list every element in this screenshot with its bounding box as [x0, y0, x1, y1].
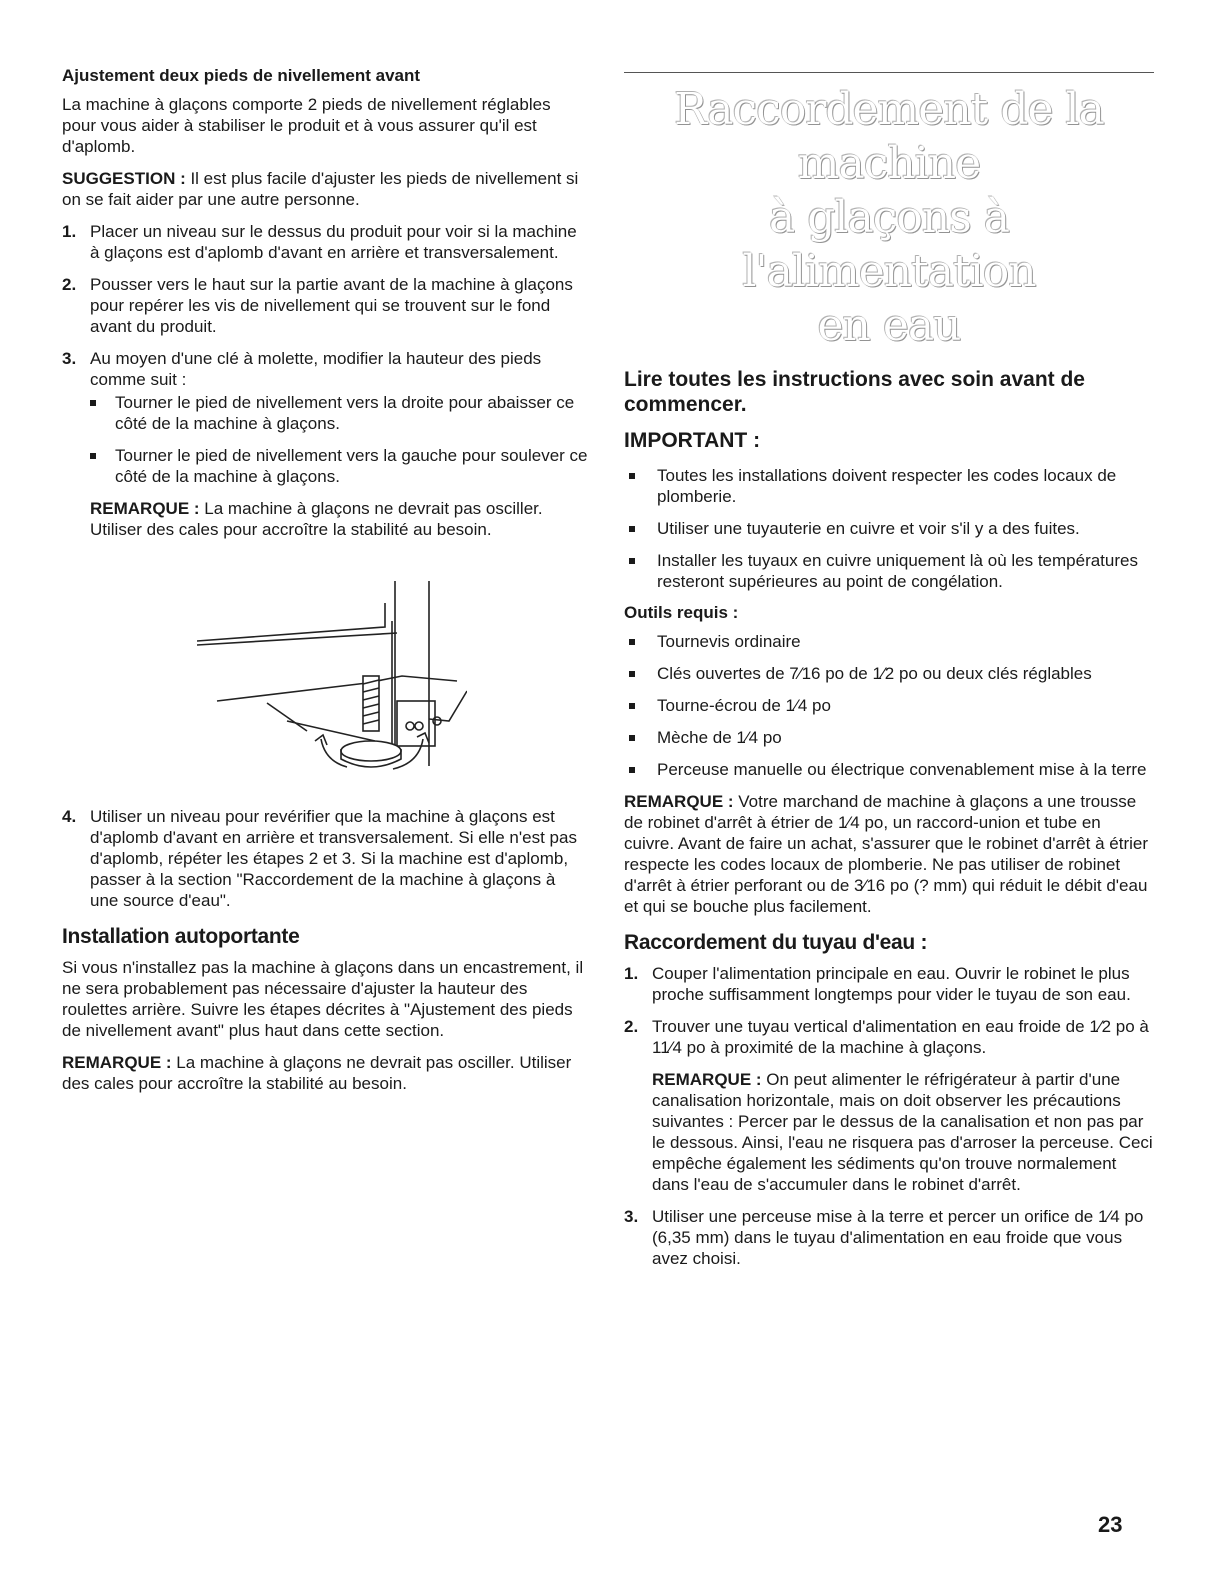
remark-label: REMARQUE :: [624, 792, 734, 811]
bullet-item: Toutes les installations doivent respecter les codes locaux de plomberie.: [624, 465, 1154, 507]
tool-item: Tournevis ordinaire: [624, 631, 1154, 652]
read-all-heading: Lire toutes les instructions avec soin avant de commencer.: [624, 368, 1085, 416]
remark1-paragraph: [90, 498, 588, 540]
step-text: Utiliser un niveau pour revérifier que la machine à glaçons est d'aplomb d'avant en arrière et transversalement. Si elle n'est pas d'aplomb, répéter les étapes 2 et 3. Si la machine est d'aplomb, passer à la section "Raccordement de la machine à glaçons à une source d'eau".: [90, 807, 577, 910]
remark-label: REMARQUE :: [652, 1070, 762, 1089]
bullet-square-icon: [90, 400, 96, 406]
remark-label: REMARQUE :: [90, 499, 200, 518]
bullet-item: Tourner le pied de nivellement vers la droite pour abaisser ce côté de la machine à glaçons.: [90, 392, 588, 434]
leveling-steps: [62, 221, 588, 540]
remark-label: REMARQUE :: [62, 1053, 172, 1072]
bullet-square-icon: [90, 453, 96, 459]
leveling-step-4: [62, 806, 588, 911]
step-3: [62, 348, 588, 540]
step-number: 2.: [624, 1017, 639, 1036]
step-text: Au moyen d'une clé à molette, modifier la hauteur des pieds comme suit :: [90, 349, 542, 389]
bullet-square-icon: [629, 558, 635, 564]
tool-item: Tourne-écrou de 1⁄4 po: [624, 695, 1154, 716]
leveling-leg-illustration: [197, 581, 467, 771]
important-heading: IMPORTANT :: [624, 429, 761, 452]
step-number: 4.: [62, 807, 77, 826]
tool-item: Clés ouvertes de 7⁄16 po de 1⁄2 po ou deux clés réglables: [624, 663, 1154, 684]
intro-paragraph: La machine à glaçons comporte 2 pieds de nivellement réglables pour vous aider à stabiliser le produit et à vous assurer qu'il est d'aplomb.: [62, 95, 551, 156]
remark-text: On peut alimenter le réfrigérateur à partir d'une canalisation horizontale, mais on doit observer les précautions suivantes : Percer par le dessus de la canalisation et non pas par le dessous. Ainsi, l'eau ne risquera pas d'arroser la perceuse. Ceci empêche également les sédiments qu'on trouve normalement dans l'eau de s'accumuler dans le robinet d'arrêt.: [652, 1070, 1153, 1194]
tools-heading: Outils requis :: [624, 603, 739, 622]
step-2: [62, 274, 588, 337]
water-remark-paragraph: [652, 1069, 1154, 1195]
page-number: 23: [1098, 1512, 1123, 1537]
remark2-paragraph: [62, 1052, 588, 1094]
step-text: Couper l'alimentation principale en eau. Ouvrir le robinet le plus proche suffisamment longtemps pour vider le tuyau de son eau.: [652, 964, 1131, 1004]
water-step-2: [624, 1016, 1154, 1195]
tool-item: Perceuse manuelle ou électrique convenablement mise à la terre: [624, 759, 1154, 780]
step-number: 3.: [62, 349, 77, 368]
section-rule: [624, 72, 1154, 73]
bullet-square-icon: [629, 639, 635, 645]
step-text: Placer un niveau sur le dessus du produit pour voir si la machine à glaçons est d'aplomb d'avant en arrière et transversalement.: [90, 222, 577, 262]
bullet-square-icon: [629, 735, 635, 741]
step-number: 3.: [624, 1207, 639, 1226]
bullet-square-icon: [629, 473, 635, 479]
step-text: Utiliser une perceuse mise à la terre et percer un orifice de 1⁄4 po (6,35 mm) dans le tuyau d'alimentation en eau froide que vous avez choisi.: [652, 1207, 1144, 1268]
remark-paragraph: [624, 791, 1154, 917]
remark-text: Votre marchand de machine à glaçons a une trousse de robinet d'arrêt à étrier de 1⁄4 po, un raccord-union et tube en cuivre. Avant de faire un achat, s'assurer que le robinet d'arrêt à étrier respecte les codes locaux de plomberie. Ne pas utiliser de robinet d'arrêt à étrier perforant ou de 3⁄16 po (? mm) qui réduit le débit d'eau et qui se bouche plus facilement.: [624, 792, 1149, 916]
step-text: Pousser vers le haut sur la partie avant de la machine à glaçons pour repérer les vis de nivellement qui se trouvent sur le fond avant du produit.: [90, 275, 573, 336]
suggestion-label: SUGGESTION :: [62, 169, 186, 188]
tools-list: [624, 631, 1154, 780]
step-4: [62, 806, 588, 911]
step-number: 1.: [62, 222, 77, 241]
section-title: Raccordement de la machine à glaçons à l'alimentation en eau: [674, 84, 1104, 351]
water-step-3: [624, 1206, 1154, 1269]
freestanding-heading: Installation autoportante: [62, 925, 300, 948]
bullet-item: Utiliser une tuyauterie en cuivre et voir s'il y a des fuites.: [624, 518, 1154, 539]
left-column: [62, 66, 588, 1105]
right-column: [624, 66, 1154, 1280]
water-connection-heading: Raccordement du tuyau d'eau :: [624, 931, 928, 954]
step-number: 1.: [624, 964, 639, 983]
bullet-square-icon: [629, 526, 635, 532]
remark-text: La machine à glaçons ne devrait pas osciller. Utiliser des cales pour accroître la stabilité au besoin.: [90, 499, 543, 539]
leveling-heading: Ajustement deux pieds de nivellement avant: [62, 66, 421, 85]
water-steps: [624, 963, 1154, 1269]
bullet-item: Tourner le pied de nivellement vers la gauche pour soulever ce côté de la machine à glaçons.: [90, 445, 588, 487]
suggestion-paragraph: [62, 168, 588, 210]
step-text: Trouver une tuyau vertical d'alimentation en eau froide de 1⁄2 po à 11⁄4 po à proximité de la machine à glaçons.: [652, 1017, 1149, 1057]
suggestion-text: Il est plus facile d'ajuster les pieds de nivellement si on se fait aider par une autre personne.: [62, 169, 579, 209]
bullet-square-icon: [629, 671, 635, 677]
water-step-1: [624, 963, 1154, 1005]
tool-item: Mèche de 1⁄4 po: [624, 727, 1154, 748]
freestanding-paragraph: Si vous n'installez pas la machine à glaçons dans un encastrement, il ne sera probablement pas nécessaire d'ajuster la hauteur des roulettes arrière. Suivre les étapes décrites à "Ajustement des pieds de nivellement avant" plus haut dans cette section.: [62, 958, 584, 1040]
bullet-square-icon: [629, 703, 635, 709]
important-list: [624, 465, 1154, 592]
remark-text: La machine à glaçons ne devrait pas osciller. Utiliser des cales pour accroître la stabilité au besoin.: [62, 1053, 572, 1093]
step-number: 2.: [62, 275, 77, 294]
step-1: [62, 221, 588, 263]
step3-bullets: [90, 392, 588, 487]
bullet-square-icon: [629, 767, 635, 773]
bullet-item: Installer les tuyaux en cuivre uniquement là où les températures resteront supérieures au point de congélation.: [624, 550, 1154, 592]
